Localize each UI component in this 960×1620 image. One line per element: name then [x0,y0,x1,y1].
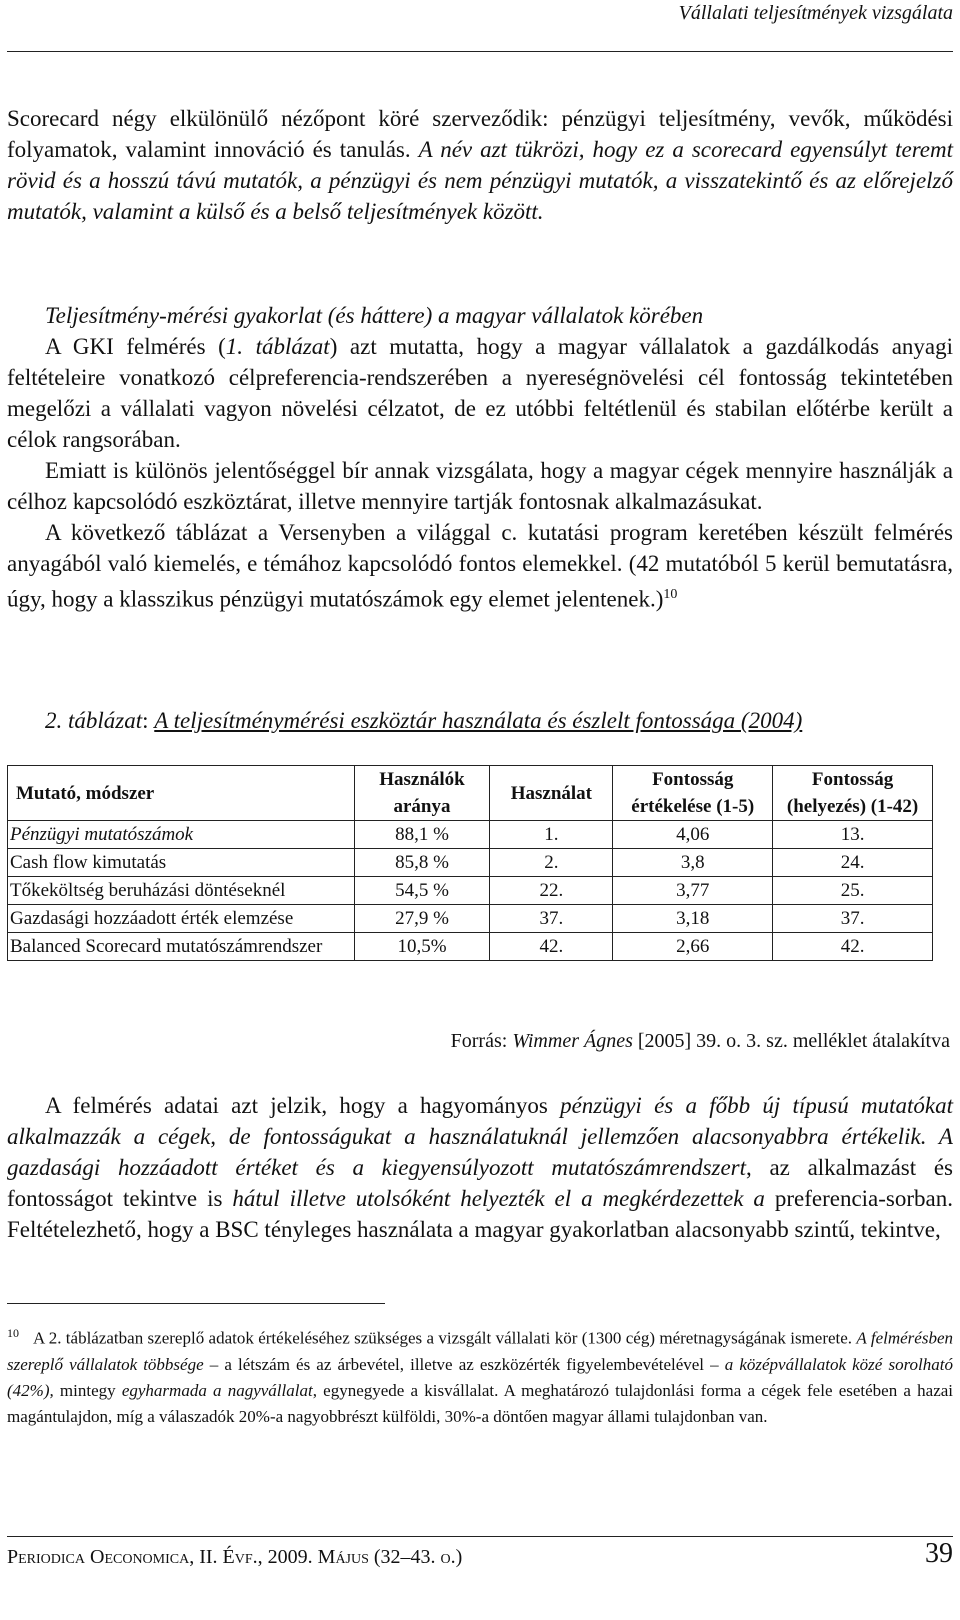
cell-usage: 42. [490,933,613,961]
footnote-part-g: , egynegyede a kisvállalat. A meghatározó tulajdonlási forma a cégek fele esetében a hazai magántulajdon, míg a válaszadók 20%-a nagyobbrészt külföldi, 30%-a döntően magyar állami tulajdonban van. [7,1380,954,1426]
footnote-part-a: A 2. táblázatban szereplő adatok értékeléséhez szükséges a vizsgált vállalati kör (1300 cég) méretnagyságának ismerete. [33,1328,857,1348]
journal-citation: Periodica Oeconomica, II. Évf., 2009. Május (32–43. o.) [7,1546,463,1568]
table-caption-label [45,708,142,733]
cell-tool: Balanced Scorecard mutatószámrendszer [8,933,355,961]
cell-tool: Cash flow kimutatás [8,849,355,877]
cell-share: 88,1 % [354,821,490,849]
header-tool: Mutató, módszer [8,766,355,821]
footnote-rule [7,1303,385,1304]
cell-rank: 42. [773,933,933,961]
cell-share: 10,5% [354,933,490,961]
paragraph-kovetkezo-text: A következő táblázat a Versenyben a világgal c. kutatási program keretében készült felmérés anyagából való kiemelés, e témához kapcsolódó fontos elemekkel. (42 mutatóból 5 kerül bemutatásra, úgy, hogy a klasszikus pénzügyi mutatószámok egy elemet jelentenek.) [7,520,953,612]
body-paragraphs [7,331,953,615]
paragraph-gki-part-a: A GKI felmérés ( [45,334,226,359]
cell-score: 2,66 [613,933,773,961]
header-importance-rank: Fontosság (helyezés) (1-42) [773,766,933,821]
footnote-reference: 10 [663,587,678,602]
section-title: Teljesítmény-mérési gyakorlat (és háttere) a magyar vállalatok körében [45,303,704,328]
table-row [8,933,933,961]
table-row [8,821,933,849]
paragraph-scorecard [7,103,953,227]
table-row [8,905,933,933]
paragraph-kovetkezo [7,517,953,615]
cell-usage: 2. [490,849,613,877]
table-row [8,849,933,877]
table-caption [45,706,802,736]
footer-rule [7,1536,953,1537]
cell-rank: 13. [773,821,933,849]
cell-share: 85,8 % [354,849,490,877]
cell-score: 3,77 [613,877,773,905]
table-caption-title: A teljesítménymérési eszköztár használata és észlelt fontossága (2004) [154,708,803,733]
footnote-part-e: mintegy [53,1380,122,1400]
table-reference-link: 1. táblázat [225,334,330,359]
cell-usage: 22. [490,877,613,905]
table-header-row [8,766,933,821]
cell-rank: 24. [773,849,933,877]
cell-tool: Pénzügyi mutatószámok [8,821,355,849]
source-rest: [2005] 39. o. 3. sz. melléklet átalakítva [632,1030,950,1052]
paragraph-felmeres-e: preferencia-sorban. Feltételezhető, hogy a BSC tényleges használata a magyar gyakorlatban alacsonyabb szintű, tekintve, [7,1186,953,1242]
source-author: Wimmer Ágnes [512,1030,633,1052]
footnote-mark: 10 [7,1326,19,1340]
header-rule [7,51,953,52]
header-usage: Használat [490,766,613,821]
cell-rank: 25. [773,877,933,905]
paragraph-scorecard-plain: Scorecard négy elkülönülő nézőpont köré szerveződik: pénzügyi teljesítmény, vevők, működési folyamatok, valamint innováció és tanulás. [7,106,953,162]
table-row [8,877,933,905]
running-head: Vállalati teljesítmények vizsgálata [678,2,953,24]
table-source [451,1026,950,1056]
cell-usage: 1. [490,821,613,849]
table-caption-number: 2. táblázat [45,708,143,733]
paragraph-felmeres-b: pénzügyi és a főbb új típusú mutatókat alkalmazzák a cégek, de fontosságukat a használatuknál jellemzően alacsonyabbra értékelik. A gazdasági hozzáadott értéket és a kiegyensúlyozott mutatószámrendszert [7,1093,953,1180]
footnote-part-c: – a létszám és az árbevétel, illetve az eszközérték figyelembevételével – [203,1354,725,1374]
paragraph-felmeres-a: A felmérés adatai azt jelzik, hogy a hagyományos [45,1093,561,1118]
cell-share: 54,5 % [354,877,490,905]
footnote-part-f: egyharmada a nagyvállalat [121,1380,313,1400]
footnote-part-b: A felmérésben szereplő vállalatok többsége [7,1328,953,1374]
cell-score: 3,8 [613,849,773,877]
table-caption-colon: : [142,708,155,733]
header-user-share: Használók aránya [354,766,490,821]
source-prefix: Forrás: [450,1030,513,1052]
cell-score: 4,06 [613,821,773,849]
paragraph-felmeres-d: hátul illetve utolsóként helyezték el a megkérdezettek a [232,1186,765,1211]
cell-rank: 37. [773,905,933,933]
page-number: 39 [925,1538,953,1569]
footnote [7,1320,953,1430]
cell-score: 3,18 [613,905,773,933]
paragraph-gki-part-c: ) azt mutatta, hogy a magyar vállalatok a gazdálkodás anyagi feltételeire vonatkozó célpreferencia-rendszerében a nyereségnövelési cél fontosság tekintetében megelőzi a vállalati vagyon növelési célzatot, de ez utóbbi feltétlenül és stabilan előtérbe került a célok rangsorában. [7,334,953,452]
paragraph-felmeres-c: , az alkalmazást és fontosságot tekintve is [7,1155,953,1211]
cell-usage: 37. [490,905,613,933]
cell-tool: Tőkeköltség beruházási döntéseknél [8,877,355,905]
paragraph-felmeres [7,1090,953,1245]
paragraph-scorecard-italic: A név azt tükrözi, hogy ez a scorecard egyensúlyt teremt rövid és a hosszú távú mutatók, a pénzügyi és nem pénzügyi mutatók, a visszatekintő és az előrejelző mutatók, valamint a külső és a belső teljesítmények között. [7,137,954,224]
measurement-tools-table [7,765,933,961]
footnote-part-d: a középvállalatok közé sorolható (42%), [7,1354,953,1400]
header-importance-score: Fontosság értékelése (1-5) [613,766,773,821]
paragraph-gki [7,331,953,455]
cell-tool: Gazdasági hozzáadott érték elemzése [8,905,355,933]
cell-share: 27,9 % [354,905,490,933]
paragraph-emiatt: Emiatt is különös jelentőséggel bír annak vizsgálata, hogy a magyar cégek mennyire használják a célhoz kapcsolódó eszköztárat, illetve mennyire tartják fontosnak alkalmazásukat. [7,458,953,514]
